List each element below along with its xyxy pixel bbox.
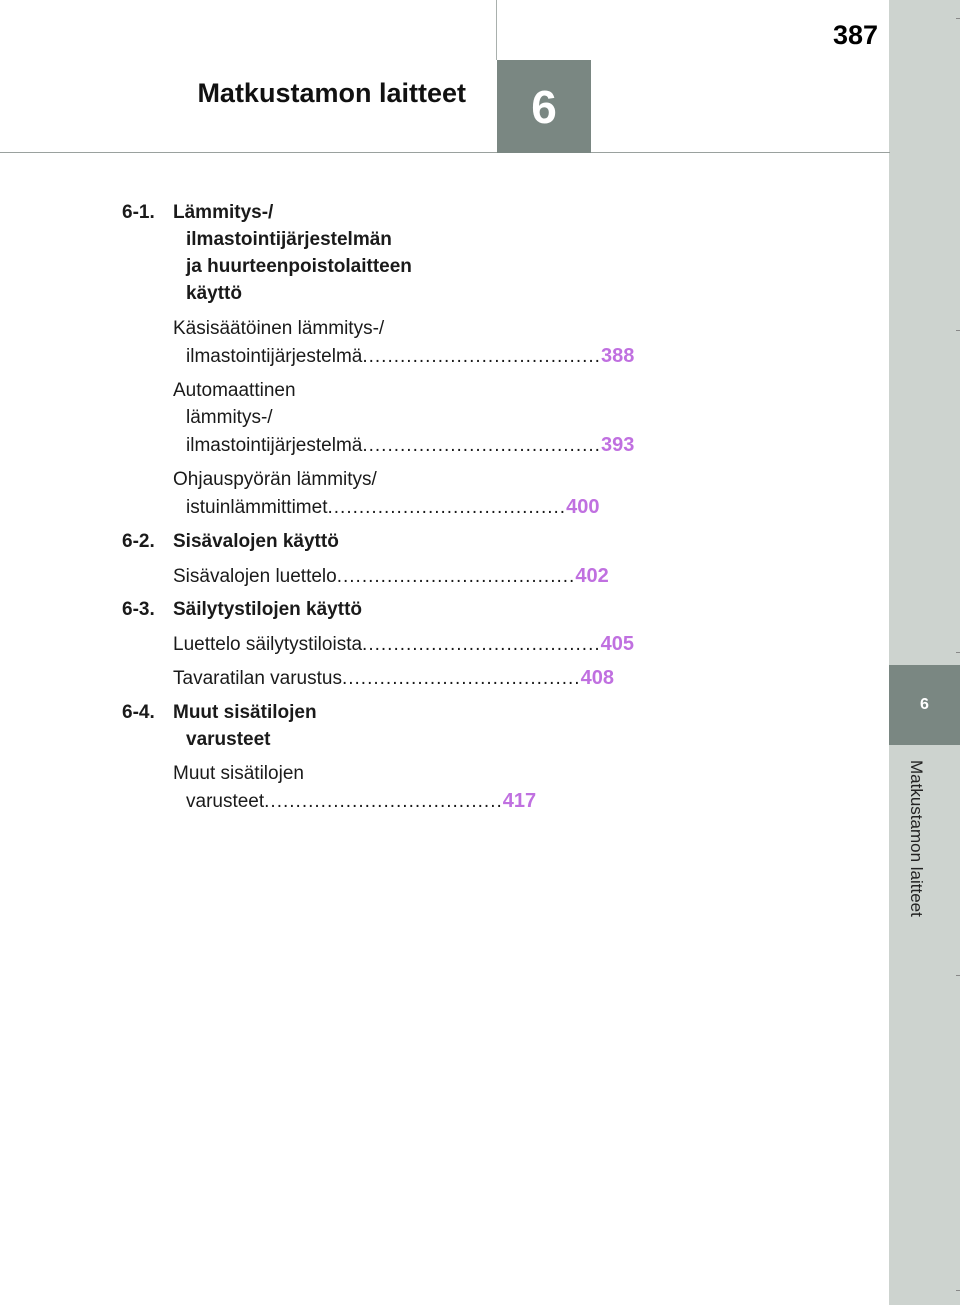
- toc-entry-400[interactable]: [186, 495, 600, 520]
- leader-dots: ......................................: [362, 346, 601, 367]
- leader-dots: ......................................: [341, 668, 581, 689]
- page-link[interactable]: 400: [566, 496, 600, 518]
- leader-dots: ......................................: [327, 497, 567, 518]
- entry-text: ilmastointijärjestelmä: [186, 435, 363, 456]
- tick-mark: [956, 330, 960, 331]
- chapter-number: 6: [531, 80, 557, 133]
- entry-text-line[interactable]: Ohjauspyörän lämmitys/: [173, 469, 377, 490]
- page-number: 387: [832, 20, 878, 50]
- section-number: 6-4.: [122, 702, 155, 723]
- section-title-line[interactable]: varusteet: [186, 729, 271, 750]
- section-title-line[interactable]: Lämmitys-/: [173, 202, 274, 223]
- toc-entry-405[interactable]: [173, 632, 635, 657]
- toc-entry-408[interactable]: [173, 666, 614, 691]
- section-title-line[interactable]: ilmastointijärjestelmän: [186, 229, 392, 250]
- side-chapter-number: 6: [920, 696, 929, 713]
- toc-entry-417[interactable]: [186, 789, 537, 814]
- entry-text: Luettelo säilytystiloista: [173, 634, 363, 655]
- section-title-line[interactable]: ja huurteenpoistolaitteen: [186, 256, 412, 277]
- section-number: 6-3.: [122, 599, 155, 620]
- page-link[interactable]: 405: [600, 633, 635, 655]
- page-link[interactable]: 408: [580, 667, 614, 689]
- section-title-line[interactable]: Sisävalojen käyttö: [173, 531, 339, 552]
- side-strip: [889, 0, 960, 1305]
- tick-mark: [956, 975, 960, 976]
- leader-dots: ......................................: [362, 634, 601, 655]
- entry-text: Sisävalojen luettelo: [173, 566, 337, 587]
- page-link[interactable]: 417: [502, 790, 537, 812]
- section-title-line[interactable]: käyttö: [186, 283, 242, 304]
- page-link[interactable]: 388: [600, 345, 635, 367]
- side-chapter-tab[interactable]: [889, 665, 960, 745]
- tick-mark: [956, 652, 960, 653]
- toc-entry-393[interactable]: [186, 433, 635, 458]
- leader-dots: ......................................: [362, 435, 601, 456]
- section-title-line[interactable]: Muut sisätilojen: [173, 702, 317, 723]
- entry-text-line[interactable]: Muut sisätilojen: [173, 763, 304, 784]
- tick-mark: [956, 18, 960, 19]
- page-link[interactable]: 402: [575, 565, 609, 587]
- section-title-line[interactable]: Säilytystilojen käyttö: [173, 599, 363, 620]
- leader-dots: ......................................: [264, 791, 503, 812]
- entry-text: istuinlämmittimet: [186, 497, 328, 518]
- section-number: 6-2.: [122, 531, 155, 552]
- leader-dots: ......................................: [336, 566, 576, 587]
- entry-text: Tavaratilan varustus: [173, 668, 342, 689]
- entry-text-line[interactable]: Käsisäätöinen lämmitys-/: [173, 318, 385, 339]
- page-link[interactable]: 393: [600, 434, 635, 456]
- entry-text: ilmastointijärjestelmä: [186, 346, 363, 367]
- entry-text-line[interactable]: lämmitys-/: [186, 407, 273, 428]
- tick-mark: [956, 1290, 960, 1291]
- toc-entry-388[interactable]: [186, 344, 635, 369]
- side-chapter-label: Matkustamon laitteet: [907, 760, 926, 917]
- entry-text: varusteet: [186, 791, 265, 812]
- entry-text-line[interactable]: Automaattinen: [173, 380, 296, 401]
- section-number: 6-1.: [122, 202, 155, 223]
- chapter-title: Matkustamon laitteet: [197, 78, 466, 108]
- toc-entry-402[interactable]: [173, 564, 609, 589]
